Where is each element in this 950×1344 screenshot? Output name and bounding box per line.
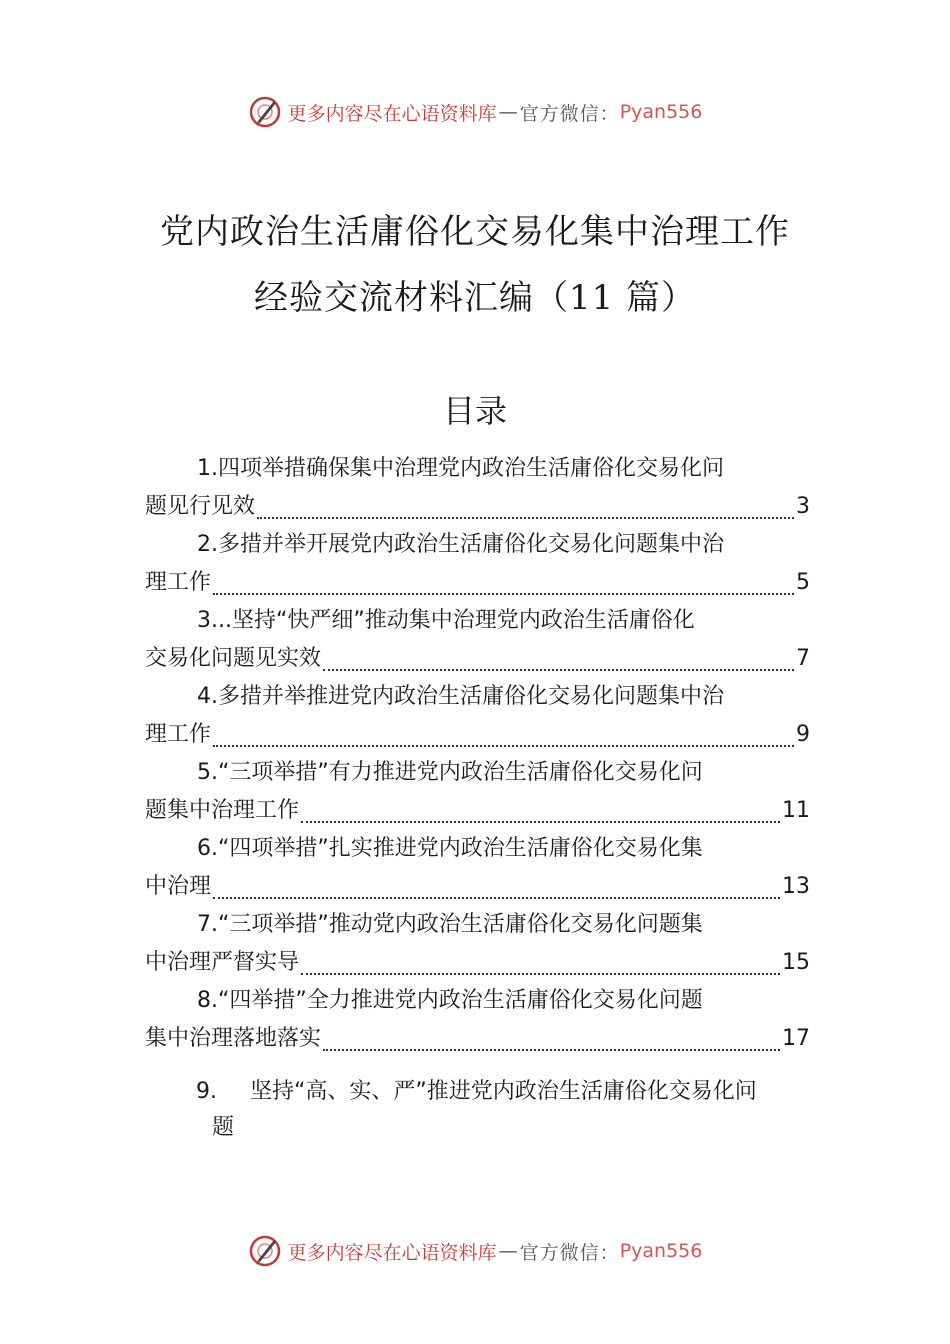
toc-entry[interactable] <box>145 450 810 526</box>
toc-entry[interactable] <box>145 678 810 754</box>
toc-entry-title-cont: 题 <box>212 1115 235 1140</box>
toc-entry-title: 7.“三项举措”推动党内政治生活庸俗化交易化问题集 <box>197 912 703 937</box>
dot-leader <box>213 593 794 595</box>
toc-entry-number: 9. <box>196 1079 217 1104</box>
toc-entry-title-cont: 题见行见效 <box>145 494 256 519</box>
toc-entry[interactable] <box>145 754 810 830</box>
toc-entry-last[interactable] <box>196 1074 856 1146</box>
toc-entry-title-cont: 理工作 <box>145 570 212 595</box>
toc-entry-title: 1.四项举措确保集中治理党内政治生活庸俗化交易化问 <box>197 456 724 481</box>
banner-wechat-id: Pyan556 <box>619 1240 703 1262</box>
toc-entry-title: 6.“四项举措”扎实推进党内政治生活庸俗化交易化集 <box>197 836 703 861</box>
banner-text: 更多内容尽在心语资料库 <box>287 102 497 125</box>
toc-entry-title-cont: 中治理 <box>145 874 212 899</box>
toc-entry-title: 坚持“高、实、严”推进党内政治生活庸俗化交易化问 <box>250 1079 757 1104</box>
pen-logo-icon <box>248 95 282 129</box>
toc-entry-page: 11 <box>782 798 810 823</box>
dot-leader <box>213 745 794 747</box>
toc-entry-page: 13 <box>782 874 810 899</box>
banner-official-label: 官方微信： <box>519 1241 620 1264</box>
toc-entry[interactable] <box>145 982 810 1058</box>
toc-entry-page: 17 <box>782 1026 810 1051</box>
toc-entry-page: 3 <box>796 494 810 519</box>
dot-leader <box>323 669 794 671</box>
toc-entry-page: 15 <box>782 950 810 975</box>
dot-leader <box>301 973 780 975</box>
banner-text: 更多内容尽在心语资料库 <box>287 1241 497 1264</box>
dot-leader <box>323 1049 780 1051</box>
toc-heading: 目录 <box>442 392 507 430</box>
banner-official-label: 官方微信： <box>519 102 620 125</box>
toc-entry[interactable] <box>145 526 810 602</box>
toc-entry-title-cont: 题集中治理工作 <box>145 798 300 823</box>
document-title-line1: 党内政治生活庸俗化交易化集中治理工作 <box>160 212 790 252</box>
banner-wechat-id: Pyan556 <box>619 101 703 123</box>
toc-entry-title: 4.多措并举推进党内政治生活庸俗化交易化问题集中治 <box>197 684 724 709</box>
table-of-contents <box>145 450 810 1058</box>
toc-entry[interactable] <box>145 906 810 982</box>
toc-entry-title-cont: 中治理严督实导 <box>145 950 300 975</box>
dot-leader <box>213 897 780 899</box>
banner-dash: — <box>498 101 518 123</box>
toc-entry-page: 9 <box>796 722 810 747</box>
pen-logo-icon <box>248 1234 282 1268</box>
toc-entry-title: 2.多措并举开展党内政治生活庸俗化交易化问题集中治 <box>197 532 724 557</box>
toc-entry-title-cont: 理工作 <box>145 722 212 747</box>
toc-entry-title-cont: 交易化问题见实效 <box>145 646 322 671</box>
toc-entry-title: 5.“三项举措”有力推进党内政治生活庸俗化交易化问 <box>197 760 703 785</box>
toc-entry[interactable] <box>145 830 810 906</box>
banner-dash: — <box>498 1240 518 1262</box>
toc-entry-page: 7 <box>796 646 810 671</box>
dot-leader <box>257 517 794 519</box>
document-title-line2: 经验交流材料汇编（11 篇） <box>253 278 697 318</box>
toc-entry-title-cont: 集中治理落地落实 <box>145 1026 322 1051</box>
toc-entry[interactable] <box>145 602 810 678</box>
toc-entry-title: 3...坚持“快严细”推动集中治理党内政治生活庸俗化 <box>197 608 695 633</box>
toc-entry-title: 8.“四举措”全力推进党内政治生活庸俗化交易化问题 <box>197 988 703 1013</box>
footer-banner <box>0 1234 950 1268</box>
toc-entry-page: 5 <box>796 570 810 595</box>
dot-leader <box>301 821 780 823</box>
header-banner <box>0 95 950 129</box>
